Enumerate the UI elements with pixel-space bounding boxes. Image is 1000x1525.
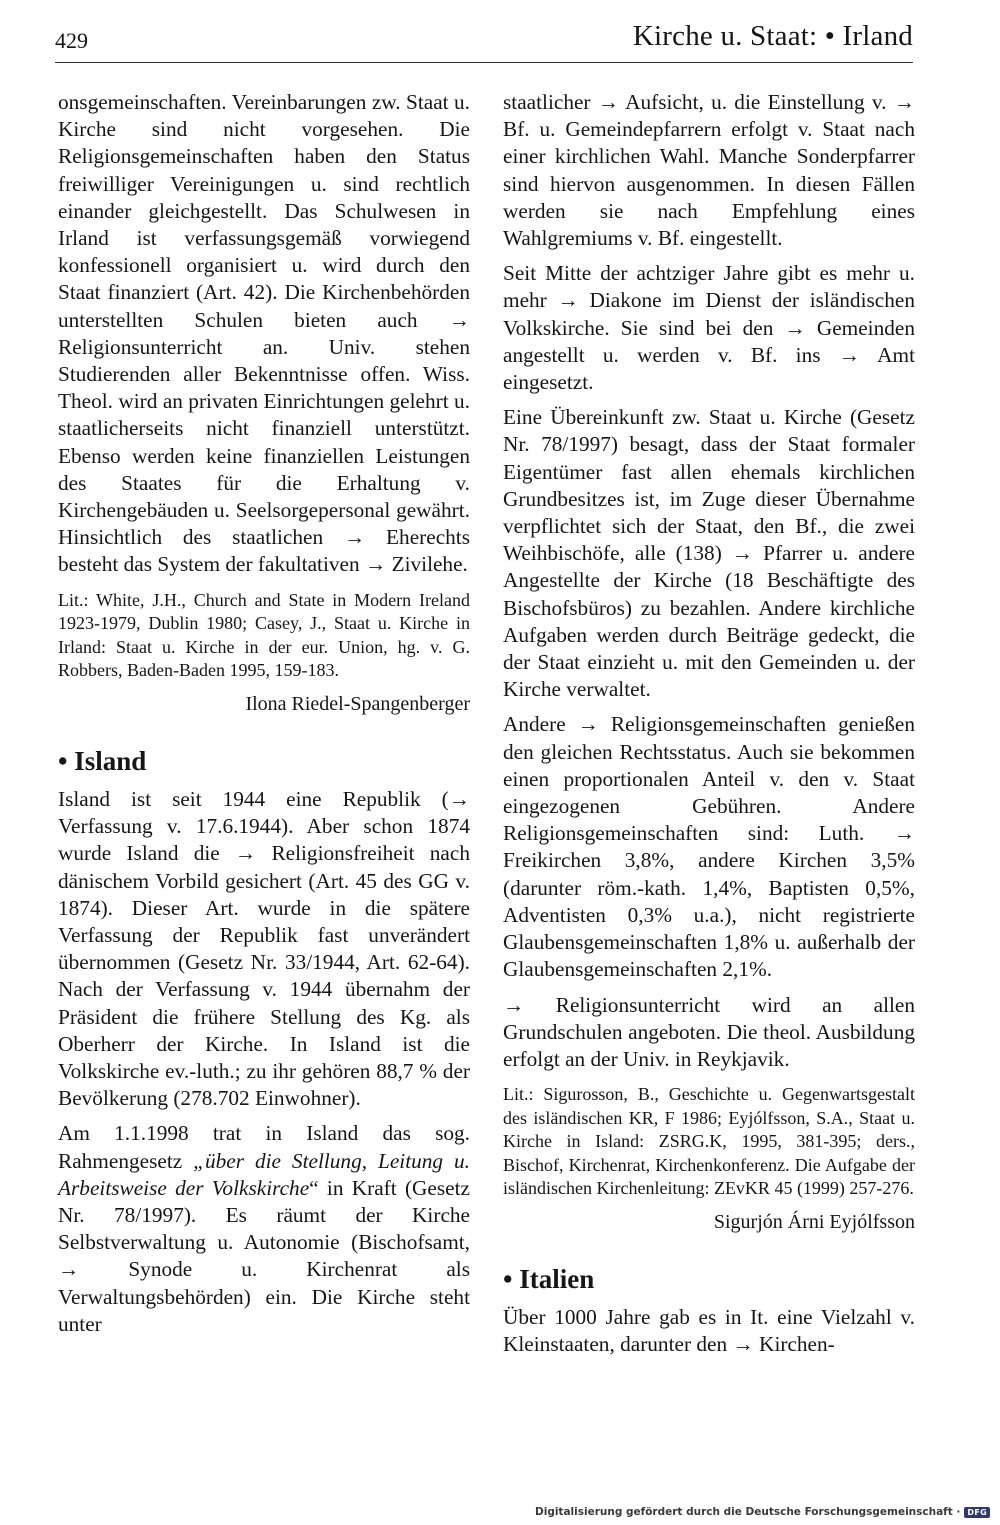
left-column <box>58 89 470 1338</box>
section-heading-italien: • Italien <box>503 1264 595 1295</box>
digitization-footer <box>535 1506 990 1518</box>
literature-irland: Lit.: White, J.H., Church and State in Modern Ireland 1923-1979, Dublin 1980; Casey, J., Staat u. Kirche in Irland: Staat u. Kirche in der eur. Union, hg. v. G. Robbers, Baden-Baden 1995, 159-183. <box>58 589 470 681</box>
paragraph-island-2-end: “ in Kraft (Gesetz Nr. 78/1997). Es räumt der Kirche Selbstverwaltung u. Autonomie (Bischofsamt, → Synode u. Kirchenrat als Verwaltungsbehörden) ein. Die Kirche steht unter <box>58 1175 470 1336</box>
author-island: Sigurjón Árni Eyjólfsson <box>713 1211 915 1234</box>
law-title-italic: „über die Stellung, Leitung u. Arbeitsweise der Volkskirche <box>58 1148 470 1200</box>
paragraph-island-7: → Religionsunterricht wird an allen Grundschulen angeboten. Die theol. Ausbildung erfolgt an der Univ. in Reykjavik. <box>503 992 915 1071</box>
paragraph-italien-1: Über 1000 Jahre gab es in It. eine Vielzahl v. Kleinstaaten, darunter den → Kirchen- <box>503 1305 915 1357</box>
paragraph-island-6: Andere → Religionsgemeinschaften genießen den gleichen Rechtsstatus. Auch sie bekommen einen proportionalen Anteil v. den v. Staat eingezogenen Gebühren. Andere Religionsgemeinschaften sind: Luth. → Freikirchen 3,8%, andere Kirchen 3,5% (darunter röm.-kath. 1,4%, Baptisten 0,5%, Adventisten 0,3% u.a.), nicht registrierte Glaubensgemeinschaften 1,8% u. außerhalb der Glaubensgemeinschaften 2,1%. <box>503 712 915 982</box>
paragraph-island-2-start: Am 1.1.1998 trat in Island das sog. Rahmengesetz <box>58 1121 470 1173</box>
page-header <box>55 20 913 63</box>
right-column <box>503 89 915 1358</box>
paragraph-island-2 <box>58 1120 470 1338</box>
page-number: 429 <box>55 28 88 53</box>
paragraph-irland-continuation: onsgemeinschaften. Vereinbarungen zw. Staat u. Kirche sind nicht vorgesehen. Die Religionsgemeinschaften haben den Status freiwilliger Vereinigungen u. sind rechtlich einander gleichgestellt. Das Schulwesen in Irland ist verfassungsgemäß vorwiegend konfessionell organisiert u. wird durch den Staat finanziert (Art. 42). Die Kirchenbehörden unterstellten Schulen bieten auch → Religionsunterricht an. Univ. stehen Studierenden aller Bekenntnisse offen. Wiss. Theol. wird an privaten Einrichtungen gelehrt u. staatlicherseits nicht finanziell unterstützt. Ebenso werden keine finanziellen Leistungen des Staates für die Erhaltung v. Kirchengebäuden u. Seelsorgepersonal gewährt. Hinsichtlich des staatlichen → Eherechts besteht das System der fakultativen → Zivilehe. <box>58 90 470 577</box>
literature-island: Lit.: Sigurosson, B., Geschichte u. Gegenwartsgestalt des isländischen KR, F 1986; Eyjólfsson, S.A., Staat u. Kirche in Island: ZSRG.K, 1995, 381-395; ders., Bischof, Kirchenrat, Kirchenkonferenz. Die Aufgabe der isländischen Kirchenleitung: ZEvKR 45 (1999) 257-276. <box>503 1084 915 1199</box>
footer-text: Digitalisierung gefördert durch die Deutsche Forschungsgemeinschaft · <box>535 1506 961 1518</box>
author-irland: Ilona Riedel-Spangenberger <box>245 693 470 716</box>
paragraph-island-5: Eine Übereinkunft zw. Staat u. Kirche (Gesetz Nr. 78/1997) besagt, dass der Staat formaler Eigentümer fast allen ehemals kirchlichen Grundbesitzes ist, im Zuge dieser Übernahme verpflichtet sich der Staat, den Bf., die zwei Weihbischöfe, alle (138) → Pfarrer u. andere Angestellte der Kirche (18 Beschäftigte des Bischofsbüros) zu bezahlen. Andere kirchliche Aufgaben werden durch Beiträge gedeckt, die der Staat einzieht u. mit den Gemeinden u. der Kirche verwaltet. <box>503 405 915 702</box>
section-heading-island: • Island <box>58 746 147 777</box>
paragraph-island-4: Seit Mitte der achtziger Jahre gibt es mehr u. mehr → Diakone im Dienst der isländischen Volkskirche. Sie sind bei den → Gemeinden angestellt u. werden v. Bf. ins → Amt eingesetzt. <box>503 261 915 395</box>
paragraph-island-1: Island ist seit 1944 eine Republik (→ Verfassung v. 17.6.1944). Aber schon 1874 wurde Island die → Religionsfreiheit nach dänischem Vorbild gesichert (Art. 45 des GG v. 1874). Dieser Art. wurde in die spätere Verfassung der Republik fast unverändert übernommen (Gesetz Nr. 33/1944, Art. 62-64). Nach der Verfassung v. 1944 übernahm der Präsident die frühere Stellung des Kg. als Oberherr der Kirche. In Island ist die Volkskirche ev.-luth.; zu ihr gehören 88,7 % der Bevölkerung (278.702 Einwohner). <box>58 787 470 1111</box>
paragraph-island-3: staatlicher → Aufsicht, u. die Einstellung v. → Bf. u. Gemeindepfarrern erfolgt v. Staat nach einer kirchlichen Wahl. Manche Sonderpfarrer sind hiervon ausgenommen. In diesen Fällen werden sie nach Empfehlung eines Wahlgremiums v. Bf. eingestellt. <box>503 90 915 251</box>
running-head: Kirche u. Staat: • Irland <box>632 20 913 52</box>
dfg-logo-icon: DFG <box>964 1507 990 1518</box>
